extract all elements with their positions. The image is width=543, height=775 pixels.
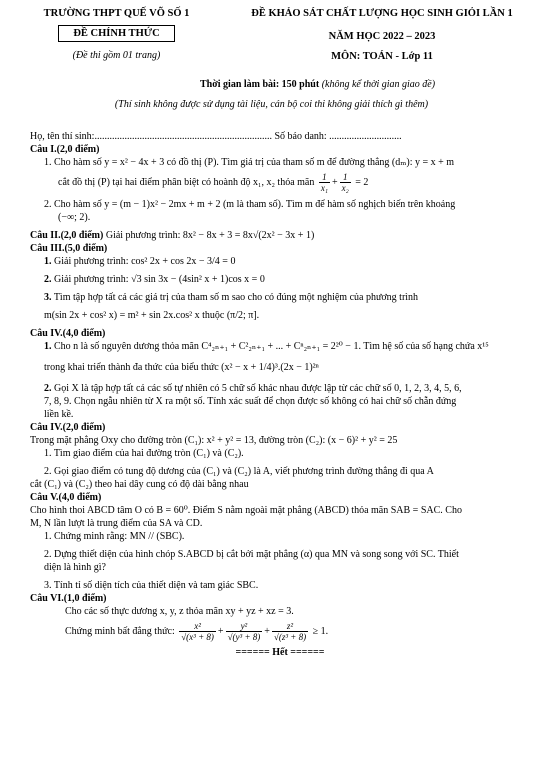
- q5b-part3: 3. Tính tỉ số diện tích của thiết diện và tam giác SBC.: [44, 580, 259, 591]
- header-left: [14, 8, 219, 61]
- q1-part2-line2: (−∞; 2).: [58, 212, 91, 223]
- q5a-part1: 1. Tìm giao điểm của hai đường tròn (C₁) và (C₂).: [44, 448, 244, 459]
- subject: MÔN: TOÁN - Lớp 11: [331, 51, 433, 62]
- page-count-note: (Đề thi gồm 01 trang): [72, 50, 161, 61]
- q3-title: Câu III.(5,0 điểm): [30, 243, 108, 254]
- q2-text: Giải phương trình: 8x² − 8x + 3 = 8x√(2x² − 3x + 1): [103, 230, 315, 241]
- q5a-title: Câu IV.(2,0 điểm): [30, 422, 106, 433]
- q1-part1-line2: cắt đồ thị (P) tại hai điểm phân biệt có hoành độ x₁, x₂ thỏa mãn $\frac{1}{\text{x₁}}$ + $\frac{1}{\text{x₂}}$ = 2: [58, 172, 369, 193]
- q6-prove-label: Chứng minh bất đẳng thức:: [65, 625, 175, 637]
- q4-part2-line3: liền kề.: [44, 409, 74, 420]
- q4-part2-line1: 2. Gọi X là tập hợp tất cả các số tự nhiên có 5 chữ số khác nhau được lập từ các chữ số 0, 1, 2, 3, 4, 5, 6,: [44, 383, 462, 394]
- q1-title: Câu I.(2,0 điểm): [30, 144, 100, 155]
- q5b-intro1: Cho hình thoi ABCD tâm O có B = 60⁰. Điểm S nằm ngoài mặt phẳng (ABCD) thỏa mãn SAB = SAC. Cho: [30, 505, 462, 516]
- time-limit: [200, 79, 435, 90]
- q4-part2-line2: 7, 8, 9. Chọn ngẫu nhiên từ X ra một số. Tính xác suất để chọn được số không có hai chữ số chẵn đứng: [44, 396, 457, 407]
- candidate-line: Họ, tên thí sinh:....................................................................... Số báo danh: .............................: [30, 131, 402, 142]
- official-badge: ĐỀ CHÍNH THỨC: [58, 25, 174, 42]
- school-name: TRƯỜNG THPT QUẾ VÕ SỐ 1: [43, 8, 190, 19]
- q3-part3-line2: m(sin 2x + cos² x) = m² + sin 2x.cos² x thuộc (π/2; π].: [44, 310, 260, 321]
- time-limit-note: (không kể thời gian giao đề): [319, 79, 436, 90]
- q6-fraction-x: $\frac{\text{x²}}{\text{√(x³ + 8)}}$: [181, 621, 214, 642]
- q5a-part2-line2: cắt (C₁) và (C₂) theo hai dây cung có độ dài bằng nhau: [30, 479, 249, 490]
- q1-part1-line1: 1. Cho hàm số y = x² − 4x + 3 có đồ thị (P). Tìm giá trị của tham số m để đường thẳng (dₘ): y = x + m: [44, 157, 455, 168]
- fraction-1-x2: $\frac{1}{\text{x₂}}$: [341, 172, 349, 193]
- q2-line: [30, 229, 530, 242]
- q6-title: Câu VI.(1,0 điểm): [30, 593, 107, 604]
- q6-inequality: Chứng minh bất đẳng thức: $\frac{\text{x²}}{\text{√(x³ + 8)}}$ + $\frac{\text{y²}}{\text{√(y³ + 8)}}$ + $\frac{\text{z²}}{\text{√(z³ + 8)}}$ ≥ 1.: [65, 621, 329, 642]
- q5b-part1: 1. Chứng minh rằng: MN // (SBC).: [44, 531, 185, 542]
- exam-body: [30, 130, 530, 659]
- q3-part2: 2. Giải phương trình: √3 sin 3x − (4sin² x + 1)cos x = 0: [44, 274, 265, 285]
- q4-part1-line2: trong khai triển thành đa thức của biểu thức (x² − x + 1/4)³.(2x − 1)²ⁿ: [44, 362, 319, 373]
- time-limit-main: Thời gian làm bài: 150 phút: [200, 79, 320, 90]
- q5a-intro: Trong mặt phẳng Oxy cho đường tròn (C₁): x² + y² = 13, đường tròn (C₂): (x − 6)² + y² = 25: [30, 435, 398, 446]
- q1-part1-eq: = 2: [355, 176, 369, 188]
- q4-part1-line1: 1. Cho n là số nguyên dương thỏa mãn C⁴₂ₙ₊₁ + C²₂ₙ₊₁ + ... + Cⁿ₂ₙ₊₁ = 2²⁰ − 1. Tìm hệ số của số hạng chứa x¹⁵: [44, 341, 489, 352]
- school-year: NĂM HỌC 2022 – 2023: [328, 31, 436, 42]
- fraction-1-x1: $\frac{1}{\text{x₁}}$: [320, 172, 328, 193]
- q6-inequality-tail: ≥ 1.: [312, 625, 329, 637]
- q4-title: Câu IV.(4,0 điểm): [30, 328, 106, 339]
- q5b-title: Câu V.(4,0 điểm): [30, 492, 102, 503]
- q5b-intro2: M, N lần lượt là trung điểm của SA và CD.: [30, 518, 203, 529]
- q3-part1: 1. Giải phương trình: cos² 2x + cos 2x − 3/4 = 0: [44, 256, 236, 267]
- exam-title: ĐỀ KHẢO SÁT CHẤT LƯỢNG HỌC SINH GIỎI LẦN 1: [251, 8, 513, 19]
- exam-rules: (Thí sinh không được sử dụng tài liệu, cán bộ coi thi không giải thích gì thêm): [114, 99, 429, 110]
- header-right: [232, 8, 532, 62]
- q5b-part2-line2: diện là hình gì?: [44, 562, 106, 573]
- q6-intro: Cho các số thực dương x, y, z thỏa mãn xy + yz + xz = 3.: [65, 606, 294, 617]
- q1-part2-line1: 2. Cho hàm số y = (m − 1)x² − 2mx + m + 2 (m là tham số). Tìm m để hàm số nghịch biến trên khoảng: [44, 199, 456, 210]
- end-marker: ====== Hết ======: [235, 647, 325, 658]
- q3-part3-line1: 3. Tìm tập hợp tất cả các giá trị của tham số m sao cho có đúng một nghiệm của phương trình: [44, 292, 419, 303]
- q2-title: Câu II.(2,0 điểm): [30, 230, 104, 241]
- q6-fraction-z: $\frac{\text{z²}}{\text{√(z³ + 8)}}$: [273, 621, 307, 642]
- q6-fraction-y: $\frac{\text{y²}}{\text{√(y³ + 8)}}$: [227, 621, 261, 642]
- q1-part1-text: cắt đồ thị (P) tại hai điểm phân biệt có hoành độ x₁, x₂ thỏa mãn: [58, 176, 315, 188]
- q5b-part2-line1: 2. Dựng thiết diện của hình chóp S.ABCD bị cắt bởi mặt phẳng (α) qua MN và song song với SC. Thiết: [44, 549, 459, 560]
- q5a-part2-line1: 2. Gọi giao điểm có tung độ dương của (C₁) và (C₂) là A, viết phương trình đường thẳng đi qua A: [44, 466, 434, 477]
